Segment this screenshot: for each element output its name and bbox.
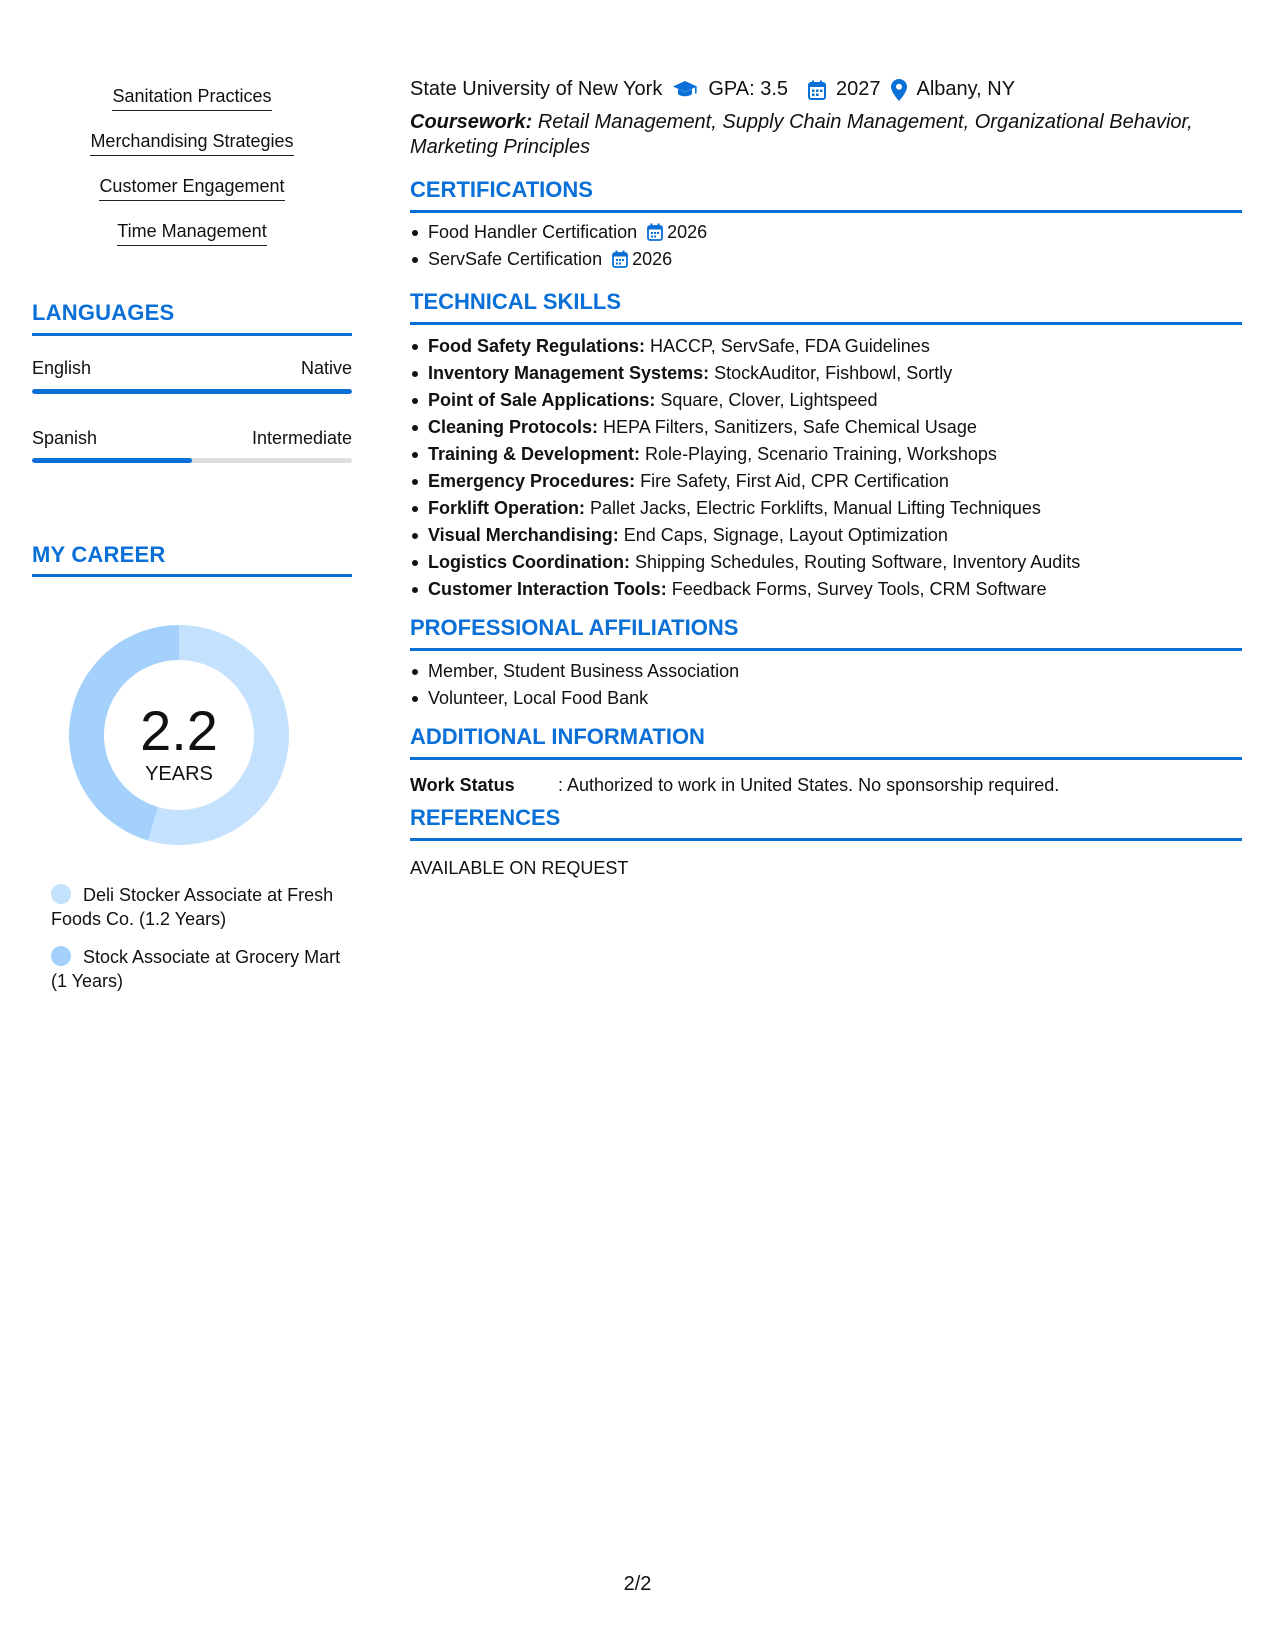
legend-dot <box>51 946 71 966</box>
language-name: English <box>32 358 92 378</box>
list-item: Volunteer, Local Food Bank <box>428 685 739 712</box>
list-item: Food Safety Regulations: HACCP, ServSafe, FDA Guidelines <box>428 333 1080 360</box>
graduation-year: 2027 <box>836 78 881 100</box>
language-bar-fill <box>32 389 352 394</box>
skill-tag: Merchandising Strategies <box>32 131 352 156</box>
language-level: Intermediate <box>251 428 352 448</box>
languages-heading: LANGUAGES <box>32 300 175 325</box>
list-item: Customer Interaction Tools: Feedback Forms, Survey Tools, CRM Software <box>428 576 1080 603</box>
list-item: ServSafe Certification 2026 <box>428 246 707 273</box>
languages-rule <box>32 333 352 336</box>
list-item: Training & Development: Role-Playing, Scenario Training, Workshops <box>428 441 1080 468</box>
skill-tag: Time Management <box>32 221 352 246</box>
education-line <box>410 78 1015 101</box>
school-name: State University of New York <box>410 78 663 100</box>
location-pin-icon <box>891 79 907 101</box>
list-item: Member, Student Business Association <box>428 658 739 685</box>
work-status: Work Status : Authorized to work in United States. No sponsorship required. <box>410 775 1060 795</box>
language-name: Spanish <box>32 428 98 448</box>
calendar-icon <box>808 80 826 100</box>
list-item: Food Handler Certification 2026 <box>428 219 707 246</box>
page-number: 2/2 <box>623 1573 652 1595</box>
list-item: Visual Merchandising: End Caps, Signage, Layout Optimization <box>428 522 1080 549</box>
skill-tag: Customer Engagement <box>32 176 352 201</box>
career-rule <box>32 574 352 577</box>
additional-info-rule <box>410 757 1242 760</box>
list-item: Emergency Procedures: Fire Safety, First Aid, CPR Certification <box>428 468 1080 495</box>
career-heading: MY CAREER <box>32 542 166 567</box>
language-bar <box>32 458 352 463</box>
career-donut-chart <box>66 622 292 848</box>
language-level: Native <box>300 358 352 378</box>
list-item: Cleaning Protocols: HEPA Filters, Sanitizers, Safe Chemical Usage <box>428 414 1080 441</box>
certifications-rule <box>410 210 1242 213</box>
career-unit: YEARS <box>145 763 213 785</box>
legend-dot <box>51 884 71 904</box>
language-bar-fill <box>32 458 192 463</box>
coursework: Coursework: Retail Management, Supply Chain Management, Organizational Behavior, Marketing Principles <box>410 111 1193 158</box>
graduation-cap-icon <box>672 80 698 100</box>
references-heading: REFERENCES <box>410 805 561 830</box>
references-rule <box>410 838 1242 841</box>
school-location: Albany, NY <box>916 78 1016 100</box>
technical-skills-rule <box>410 322 1242 325</box>
calendar-icon <box>647 223 663 241</box>
affiliations-rule <box>410 648 1242 651</box>
skill-tag: Sanitation Practices <box>32 86 352 111</box>
certifications-heading: CERTIFICATIONS <box>410 177 593 202</box>
affiliations-heading: PROFESSIONAL AFFILIATIONS <box>410 615 739 640</box>
technical-skills-list <box>410 333 1080 603</box>
technical-skills-heading: TECHNICAL SKILLS <box>410 289 622 314</box>
additional-info-heading: ADDITIONAL INFORMATION <box>410 724 705 749</box>
certifications-list <box>410 219 707 273</box>
list-item: Inventory Management Systems: StockAuditor, Fishbowl, Sortly <box>428 360 1080 387</box>
list-item: Point of Sale Applications: Square, Clover, Lightspeed <box>428 387 1080 414</box>
language-row <box>32 428 352 449</box>
list-item: Forklift Operation: Pallet Jacks, Electric Forklifts, Manual Lifting Techniques <box>428 495 1080 522</box>
language-bar <box>32 389 352 394</box>
references-text: AVAILABLE ON REQUEST <box>410 858 629 878</box>
calendar-icon <box>612 250 628 268</box>
legend-label: Stock Associate at Grocery Mart (1 Years) <box>51 947 341 991</box>
affiliations-list <box>410 658 739 712</box>
career-total: 2.2 <box>140 699 218 762</box>
list-item: Logistics Coordination: Shipping Schedules, Routing Software, Inventory Audits <box>428 549 1080 576</box>
legend-label: Deli Stocker Associate at Fresh Foods Co. (1.2 Years) <box>51 885 334 929</box>
career-legend-item <box>51 883 341 931</box>
career-legend-item <box>51 945 341 993</box>
language-row <box>32 358 352 379</box>
gpa: GPA: 3.5 <box>708 78 789 100</box>
